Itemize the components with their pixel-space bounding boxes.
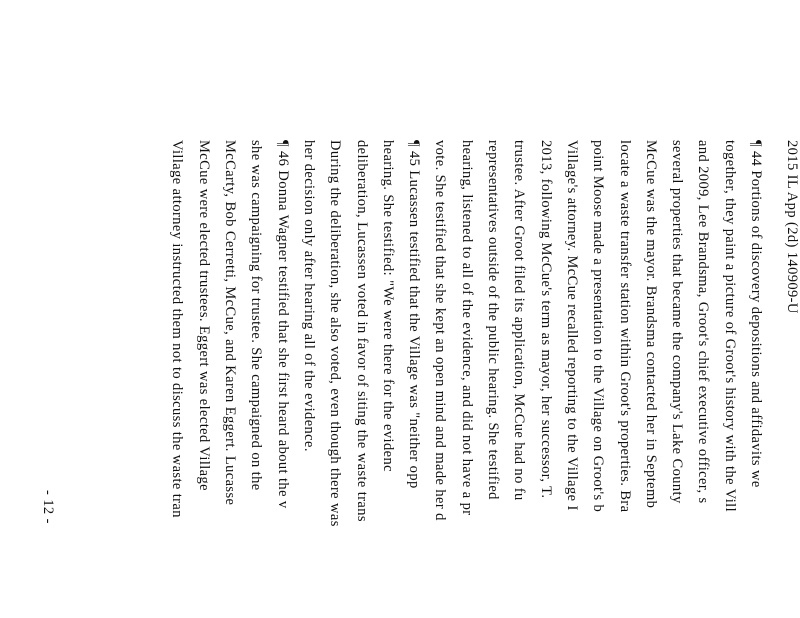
body-text-line: representatives outside of the public hearing. She testified [485, 140, 501, 500]
body-text-line: together, they paint a picture of Groot's history with the Vill [721, 140, 738, 513]
body-text-line: Village's attorney. McCue recalled reporting to the Village I [563, 140, 580, 511]
body-text-line: hearing, listened to all of the evidence, and did not have a pr [458, 140, 475, 516]
body-text-line: several properties that became the company's Lake County [669, 140, 686, 504]
body-text-line: she was campaigning for trustee. She campaigned on the [248, 140, 265, 491]
page-number: - 12 - [40, 490, 56, 524]
body-text-line: vote. She testified that she kept an open mind and made her d [432, 140, 449, 521]
body-text-line: locate a waste transfer station within Groot's properties. Bra [616, 140, 633, 513]
body-text-line: trustee. After Groot filed its application, McCue had no fu [511, 140, 528, 501]
body-text-line: 2013, following McCue's term as mayor, her successor, T. [537, 140, 554, 499]
body-text-line: Village attorney instructed them not to discuss the waste tran [169, 140, 186, 518]
body-text-line: McCue was the mayor. Brandsma contacted her in Septemb [642, 140, 659, 509]
body-text-line: her decision only after hearing all of the evidence. [300, 140, 317, 452]
body-text-line: hearing. She testified: "We were there for the evidenc [379, 140, 396, 472]
body-text-line: ¶ 45 Lucassen testified that the Village was "neither opp [406, 140, 423, 489]
body-text-line: and 2009, Lee Brandsma, Groot's chief executive officer, s [695, 140, 712, 504]
body-text-line: ¶ 44 Portions of discovery depositions and affidavits we [748, 140, 764, 488]
body-text-line: McCarty, Bob Cerretti, McCue, and Karen Eggert. Lucasse [222, 140, 238, 506]
body-text-line: deliberation, Lucassen voted in favor of siting the waste trans [353, 140, 370, 522]
header-citation: 2015 IL App (2d) 140909-U [784, 140, 800, 314]
body-text-line: During the deliberation, she also voted, even though there was [327, 140, 344, 527]
body-text-line: ¶ 46 Donna Wagner testified that she first heard about the v [274, 140, 291, 509]
body-text-line: point Moose made a presentation to the Village on Groot's b [590, 140, 607, 513]
body-text-line: McCue were elected trustees. Eggert was elected Village [195, 140, 212, 491]
